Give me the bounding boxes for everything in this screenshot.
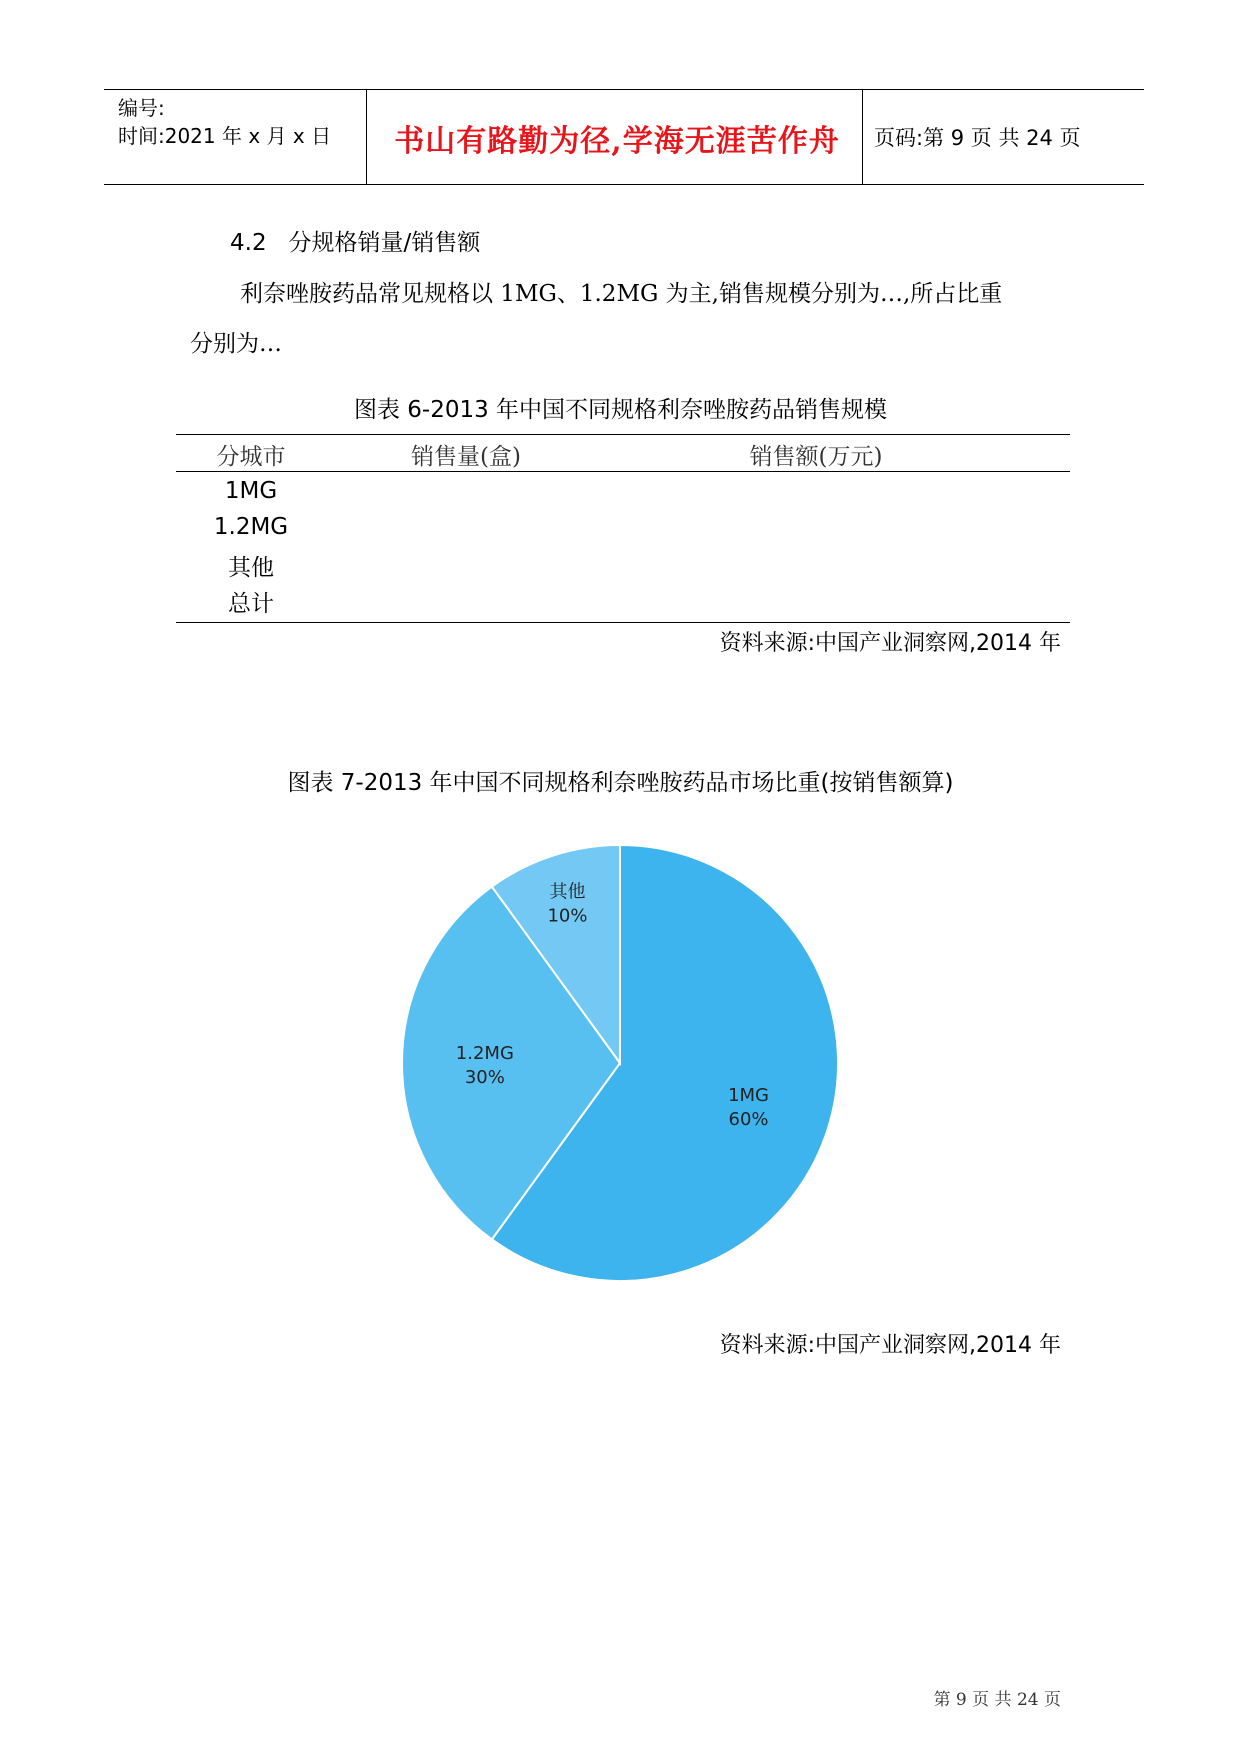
table-row — [176, 547, 1070, 583]
pie-chart — [380, 820, 860, 1300]
footer-page-number: 第 9 页 共 24 页 — [933, 1690, 1061, 1710]
chart-source: 资料来源:中国产业洞察网,2014 年 — [719, 1333, 1061, 1358]
section-heading: 4.2 分规格销量/销售额 — [230, 230, 481, 256]
table-cell-spec: 总计 — [228, 590, 274, 617]
table-header-volume: 销售量(盒) — [411, 444, 521, 470]
header-divider-right — [862, 90, 863, 184]
header-number-label: 编号: — [118, 96, 165, 120]
table-body — [176, 472, 1070, 622]
pie-label-category: 1MG — [728, 1084, 770, 1106]
table-cell-spec: 1MG — [224, 478, 278, 504]
pie-label-category: 其他 — [549, 881, 586, 903]
header-page-label: 页码:第 9 页 共 24 页 — [874, 126, 1081, 150]
pie-label-category: 1.2MG — [455, 1043, 514, 1064]
paragraph-line-2: 分别为… — [190, 331, 282, 357]
table-header-row — [176, 435, 1070, 472]
table-row — [176, 476, 1070, 512]
table-header-city: 分城市 — [216, 444, 286, 470]
pie-chart-svg — [380, 820, 860, 1300]
table-source: 资料来源:中国产业洞察网,2014 年 — [719, 631, 1061, 656]
header-motto: 书山有路勤为径,学海无涯苦作舟 — [394, 124, 840, 159]
chart-caption: 图表 7-2013 年中国不同规格利奈唑胺药品市场比重(按销售额算) — [287, 770, 954, 796]
table-header-revenue: 销售额(万元) — [749, 444, 883, 470]
table-row — [176, 512, 1070, 548]
table-cell-spec: 1.2MG — [213, 513, 289, 540]
sales-table — [176, 434, 1070, 623]
table-row — [176, 583, 1070, 619]
table-cell-spec: 其他 — [228, 555, 274, 581]
pie-label-percent: 10% — [547, 905, 588, 927]
header-divider-left — [366, 90, 367, 184]
header-meta — [118, 94, 331, 150]
page-header — [104, 89, 1144, 185]
table-caption: 图表 6-2013 年中国不同规格利奈唑胺药品销售规模 — [353, 397, 888, 423]
header-time-label: 时间:2021 年 x 月 x 日 — [118, 124, 332, 148]
paragraph-line-1: 利奈唑胺药品常见规格以 1MG、1.2MG 为主,销售规模分别为…,所占比重 — [240, 281, 1003, 307]
pie-label-percent: 30% — [464, 1067, 505, 1088]
pie-label-percent: 60% — [728, 1108, 769, 1130]
